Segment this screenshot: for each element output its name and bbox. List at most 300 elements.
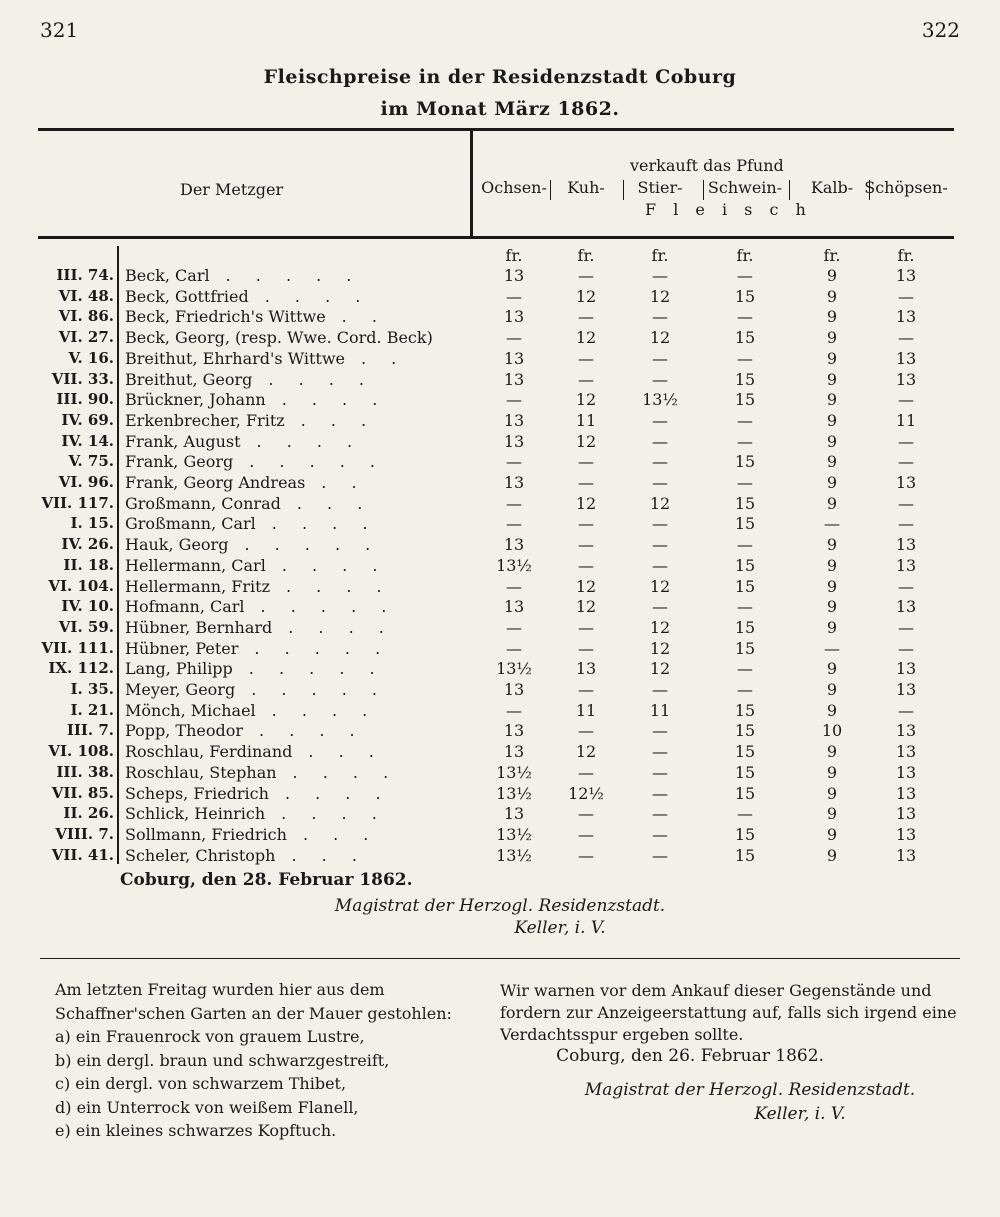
price-cell: 9	[826, 328, 838, 348]
price-cell: —	[506, 617, 522, 637]
page-number-left: 321	[40, 18, 79, 42]
price-cell: 9	[826, 431, 838, 451]
price-cell: —	[652, 473, 668, 492]
house-number: VI. 48.	[58, 286, 114, 305]
price-cell: 13	[895, 659, 917, 679]
price-cell: —	[578, 824, 594, 844]
price-cell: —	[578, 307, 594, 327]
price-cell: —	[652, 348, 668, 368]
price-cell: 9	[826, 452, 838, 472]
price-cell: 13	[503, 473, 525, 492]
price-cell: 15	[734, 762, 756, 782]
price-cell: —	[737, 348, 753, 368]
butcher-name	[125, 473, 465, 492]
price-cell: —	[578, 535, 594, 555]
house-number: VI. 96.	[58, 473, 114, 491]
butcher-name	[125, 804, 465, 823]
price-cell: 9	[826, 742, 838, 762]
price-cell: 15	[734, 369, 756, 389]
theft-item: d) ein Unterrock von weißem Flanell,	[55, 1097, 359, 1117]
leader-dots: . . . . .	[244, 535, 381, 555]
price-cell: —	[898, 638, 914, 658]
price-cell: 9	[826, 680, 838, 699]
price-cell: 12	[575, 742, 597, 762]
leader-dots: . . .	[302, 824, 379, 844]
house-number: IV. 69.	[61, 410, 114, 429]
butcher-name-text: Hellermann, Fritz	[125, 576, 270, 596]
butcher-name	[125, 370, 465, 389]
price-cell: 13	[503, 410, 525, 430]
price-cell: 15	[734, 845, 756, 865]
price-cell: 15	[734, 493, 756, 513]
price-cell: —	[506, 328, 522, 348]
butcher-header: Der Metzger	[180, 180, 284, 199]
price-cell: 9	[826, 348, 838, 368]
price-cell: 11	[649, 700, 671, 720]
theft-items-list	[55, 1025, 485, 1143]
page-title: Fleischpreise in der Residenzstadt Coburg	[263, 66, 737, 88]
price-cell: 15	[734, 700, 756, 720]
price-cell: —	[737, 680, 753, 699]
price-cell: 11	[895, 410, 917, 430]
butcher-name-text: Hübner, Bernhard	[125, 617, 273, 637]
column-header-6: Schöpsen-	[864, 178, 948, 197]
price-cell: —	[824, 514, 840, 534]
house-number: III. 7.	[66, 721, 114, 740]
house-number: V. 16.	[68, 348, 114, 367]
price-cell: —	[506, 514, 522, 534]
price-cell: 12	[575, 431, 597, 451]
butcher-name	[125, 452, 465, 471]
theft-notice-intro: Am letzten Freitag wurden hier aus dem Schaffner'schen Garten an der Mauer gestohlen:	[55, 980, 452, 1023]
price-cell: 13½	[496, 659, 532, 679]
price-cell: 9	[826, 369, 838, 389]
price-cell: 12	[649, 617, 671, 637]
leader-dots: . . . . .	[251, 680, 387, 699]
butcher-name-text: Brückner, Johann	[125, 390, 266, 410]
butcher-name-text: Frank, Georg	[125, 452, 234, 472]
leader-dots: . . .	[296, 493, 373, 513]
house-number: III. 74.	[56, 266, 114, 284]
price-cell: —	[652, 762, 668, 782]
price-cell: —	[737, 535, 753, 555]
butcher-name-text: Beck, Friedrich's Wittwe	[125, 307, 326, 327]
unit-label: fr.	[651, 246, 669, 265]
price-cell: 13	[895, 307, 917, 327]
leader-dots: . . . . .	[260, 597, 397, 617]
price-cell: 9	[826, 824, 838, 844]
house-number: VIII. 7.	[55, 824, 114, 843]
price-cell: 13	[895, 742, 917, 762]
butcher-name-text: Hellermann, Carl	[125, 555, 266, 575]
theft-item: a) ein Frauenrock von grauem Lustre,	[55, 1027, 365, 1046]
price-cell: —	[898, 328, 914, 348]
house-number: II. 26.	[63, 804, 114, 823]
butcher-name	[125, 494, 465, 513]
column-header-4: Schwein-	[707, 178, 783, 197]
column-header-3: Stier-	[637, 178, 683, 197]
butcher-name-text: Sollmann, Friedrich	[125, 824, 287, 844]
price-cell: 13½	[496, 783, 532, 803]
price-cell: 13	[895, 721, 917, 741]
price-cell: 15	[734, 452, 756, 472]
house-number: IV. 26.	[61, 535, 114, 554]
leader-dots: . . . .	[281, 804, 387, 824]
price-cell: —	[578, 680, 594, 699]
price-cell: 13	[503, 307, 525, 327]
price-cell: —	[652, 555, 668, 575]
price-cell: 15	[734, 824, 756, 844]
leader-dots: . . . .	[259, 721, 365, 741]
price-cell: —	[578, 514, 594, 534]
price-cell: —	[898, 576, 914, 596]
price-cell: 15	[734, 721, 756, 741]
butcher-name-text: Hauk, Georg	[125, 535, 229, 555]
warning-notice-magistrat: Magistrat der Herzogl. Residenzstadt.	[584, 1080, 916, 1100]
leader-dots: . . .	[291, 845, 367, 865]
price-cell: —	[652, 307, 668, 327]
price-cell: —	[898, 514, 914, 534]
price-cell: —	[652, 742, 668, 762]
house-number: VII. 33.	[51, 369, 114, 388]
price-cell: 12	[575, 286, 597, 306]
price-cell: —	[652, 514, 668, 534]
price-cell: —	[652, 680, 668, 699]
price-cell: —	[652, 410, 668, 430]
price-cell: 13	[503, 535, 525, 555]
price-cell: —	[652, 369, 668, 389]
price-cell: 9	[826, 617, 838, 637]
price-cell: 12½	[568, 783, 604, 803]
price-cell: —	[652, 535, 668, 555]
price-cell: —	[898, 493, 914, 513]
theft-notice	[55, 978, 485, 1143]
price-cell: —	[737, 431, 753, 451]
price-cell: 15	[734, 576, 756, 596]
leader-dots: . . .	[308, 742, 384, 762]
butcher-name-text: Roschlau, Ferdinand	[125, 742, 293, 762]
price-cell: 9	[826, 576, 838, 596]
price-cell: —	[898, 700, 914, 720]
theft-item: c) ein dergl. von schwarzem Thibet,	[55, 1074, 347, 1093]
price-cell: —	[578, 804, 594, 824]
price-cell: 12	[649, 659, 671, 679]
leader-dots: . . . .	[284, 783, 391, 803]
leader-dots: . . . . .	[225, 266, 362, 285]
price-cell: —	[506, 390, 522, 410]
unit-label: fr.	[823, 246, 841, 265]
price-cell: —	[652, 431, 668, 451]
price-cell: 9	[826, 390, 838, 410]
butcher-name	[125, 411, 465, 430]
price-cell: —	[578, 452, 594, 472]
price-cell: —	[898, 452, 914, 472]
butcher-name-text: Frank, Georg Andreas	[125, 473, 306, 492]
table-header-bottom-rule	[38, 236, 954, 239]
house-number: III. 38.	[56, 762, 114, 781]
butcher-name	[125, 266, 465, 285]
warning-notice-text: Wir warnen vor dem Ankauf dieser Gegenstände und fordern zur Anzeigeerstattung auf, falls sich irgend eine Verdachtsspur ergeben sollte.	[500, 981, 957, 1044]
price-cell: 15	[734, 617, 756, 637]
butcher-name	[125, 535, 465, 554]
leader-dots: . . . . .	[248, 659, 385, 679]
price-cell: 13	[503, 680, 525, 699]
price-cell: 13½	[496, 555, 532, 575]
price-cell: 9	[826, 555, 838, 575]
price-cell: 15	[734, 390, 756, 410]
sold-per-pound-header: verkauft das Pfund	[630, 156, 784, 175]
warning-notice-signature: Keller, i. V.	[754, 1104, 846, 1124]
house-number: VI. 108.	[48, 742, 114, 761]
butcher-name-text: Breithut, Georg	[125, 369, 253, 389]
price-cell: 13	[895, 824, 917, 844]
price-cell: 12	[575, 576, 597, 596]
price-cell: 15	[734, 638, 756, 658]
price-cell: —	[578, 369, 594, 389]
butcher-name-text: Lang, Philipp	[125, 659, 233, 679]
column-header-2: Kuh-	[567, 178, 605, 197]
leader-dots: . . . .	[288, 617, 394, 637]
price-cell: 12	[575, 390, 597, 410]
price-cell: 9	[826, 266, 838, 285]
butcher-name	[125, 328, 465, 347]
butcher-name	[125, 721, 465, 740]
house-number: VI. 104.	[48, 576, 114, 595]
butcher-name-text: Schlick, Heinrich	[125, 804, 266, 824]
price-cell: 12	[649, 328, 671, 348]
column-header-1: Ochsen-	[481, 178, 547, 197]
butcher-name-text: Frank, August	[125, 431, 241, 451]
house-number: VII. 117.	[41, 493, 114, 512]
price-cell: 9	[826, 493, 838, 513]
price-cell: 13	[895, 783, 917, 803]
price-cell: 9	[826, 286, 838, 306]
butcher-name-text: Roschlau, Stephan	[125, 762, 277, 782]
price-cell: —	[506, 286, 522, 306]
section-rule	[40, 958, 960, 959]
price-cell: —	[737, 266, 753, 285]
butcher-name	[125, 618, 465, 637]
price-cell: 13½	[496, 762, 532, 782]
unit-label: fr.	[897, 246, 915, 265]
leader-dots: . . . . .	[254, 638, 391, 658]
price-cell: 11	[575, 700, 597, 720]
name-column-rule	[117, 246, 119, 864]
price-cell: —	[737, 410, 753, 430]
butcher-name	[125, 514, 465, 533]
footer-date: Coburg, den 28. Februar 1862.	[120, 870, 413, 890]
house-number: VII. 41.	[51, 845, 114, 864]
warning-notice-date: Coburg, den 26. Februar 1862.	[556, 1046, 824, 1066]
price-cell: —	[578, 721, 594, 741]
house-number: I. 21.	[70, 700, 114, 719]
butcher-name	[125, 349, 465, 368]
footer-magistrat: Magistrat der Herzogl. Residenzstadt.	[334, 896, 666, 916]
price-cell: 12	[649, 638, 671, 658]
price-cell: 9	[826, 783, 838, 803]
butcher-name	[125, 597, 465, 616]
leader-dots: . . . .	[281, 390, 388, 410]
page-number-right: 322	[921, 18, 960, 42]
price-cell: —	[652, 266, 668, 285]
price-cell: 9	[826, 473, 838, 492]
butcher-name-text: Hübner, Peter	[125, 638, 239, 658]
butcher-name-text: Breithut, Ehrhard's Wittwe	[125, 348, 345, 368]
butcher-name	[125, 742, 465, 761]
price-cell: —	[506, 493, 522, 513]
price-cell: 15	[734, 286, 756, 306]
price-cell: 13	[895, 555, 917, 575]
price-cell: 13	[895, 535, 917, 555]
price-cell: —	[578, 473, 594, 492]
price-cell: —	[898, 390, 914, 410]
price-cell: —	[652, 845, 668, 865]
butcher-name	[125, 390, 465, 409]
butcher-name	[125, 701, 465, 720]
unit-label: fr.	[736, 246, 754, 265]
price-cell: 13	[895, 266, 917, 285]
price-cell: —	[737, 804, 753, 824]
butcher-name-text: Scheps, Friedrich	[125, 783, 269, 803]
price-cell: —	[578, 845, 594, 865]
footer-signature: Keller, i. V.	[514, 918, 606, 938]
price-cell: 15	[734, 328, 756, 348]
price-cell: —	[578, 638, 594, 658]
leader-dots: . . . .	[271, 700, 378, 720]
price-cell: —	[737, 307, 753, 327]
house-number: V. 75.	[68, 452, 114, 471]
price-cell: 9	[826, 410, 838, 430]
price-cell: —	[506, 638, 522, 658]
price-cell: 13	[895, 348, 917, 368]
house-number: VI. 27.	[58, 328, 114, 347]
price-cell: 13	[895, 762, 917, 782]
price-cell: —	[824, 638, 840, 658]
butcher-name	[125, 846, 465, 865]
table-top-rule	[38, 128, 954, 131]
price-cell: —	[737, 659, 753, 679]
house-number: III. 90.	[56, 390, 114, 409]
page-subtitle: im Monat März 1862.	[380, 98, 620, 120]
butcher-name	[125, 825, 465, 844]
price-cell: 12	[575, 493, 597, 513]
house-number: VI. 59.	[58, 617, 114, 636]
price-cell: —	[506, 700, 522, 720]
butcher-name-text: Großmann, Carl	[125, 514, 256, 534]
price-cell: 13	[895, 597, 917, 617]
leader-dots: . .	[341, 307, 387, 327]
leader-dots: . . . .	[268, 369, 375, 389]
price-cell: 13½	[642, 390, 678, 410]
price-cell: 13	[503, 431, 525, 451]
price-cell: 9	[826, 804, 838, 824]
price-cell: —	[898, 617, 914, 637]
price-cell: 15	[734, 742, 756, 762]
house-number: II. 18.	[63, 555, 114, 574]
butcher-name	[125, 763, 465, 782]
butcher-name	[125, 639, 465, 658]
price-cell: —	[737, 597, 753, 617]
house-number: IV. 14.	[61, 431, 114, 450]
price-cell: 9	[826, 535, 838, 555]
house-number: VII. 85.	[51, 783, 114, 802]
butcher-name-text: Hofmann, Carl	[125, 597, 245, 617]
price-cell: —	[652, 597, 668, 617]
price-cell: —	[578, 617, 594, 637]
price-cell: 12	[575, 597, 597, 617]
price-cell: 9	[826, 307, 838, 327]
butcher-name-text: Beck, Gottfried	[125, 286, 249, 306]
price-cell: 13	[503, 597, 525, 617]
butcher-name	[125, 659, 465, 678]
price-cell: —	[898, 431, 914, 451]
price-cell: 13	[503, 369, 525, 389]
price-cell: 13½	[496, 845, 532, 865]
price-cell: 13	[895, 473, 917, 492]
leader-dots: . . . . .	[249, 452, 386, 472]
leader-dots: . . .	[300, 410, 377, 430]
price-cell: —	[652, 783, 668, 803]
unit-label: fr.	[505, 246, 523, 265]
house-number: IV. 10.	[61, 597, 114, 616]
price-cell: 9	[826, 845, 838, 865]
price-cell: —	[652, 824, 668, 844]
leader-dots: . . . .	[256, 431, 363, 451]
house-number: I. 15.	[70, 514, 114, 533]
price-cell: 13	[503, 721, 525, 741]
price-cell: 15	[734, 783, 756, 803]
theft-item: e) ein kleines schwarzes Kopftuch.	[55, 1121, 337, 1140]
column-header-5: Kalb-	[810, 178, 854, 197]
house-number: VII. 111.	[41, 638, 114, 657]
price-cell: 13	[895, 369, 917, 389]
price-cell: 13	[895, 845, 917, 865]
price-cell: 15	[734, 514, 756, 534]
price-cell: 12	[649, 286, 671, 306]
price-cell: 13	[503, 348, 525, 368]
butcher-name	[125, 556, 465, 575]
meat-header: F l e i s c h	[645, 200, 812, 219]
price-cell: —	[578, 266, 594, 285]
house-number: IX. 112.	[48, 659, 114, 678]
price-cell: 13	[895, 804, 917, 824]
price-cell: 9	[826, 700, 838, 720]
price-cell: —	[652, 804, 668, 824]
butcher-name-text: Beck, Carl	[125, 266, 210, 285]
butcher-name	[125, 287, 465, 306]
theft-item: b) ein dergl. braun und schwarzgestreift,	[55, 1050, 390, 1070]
price-cell: —	[578, 348, 594, 368]
butcher-name	[125, 432, 465, 451]
price-cell: —	[652, 452, 668, 472]
butcher-name-text: Großmann, Conrad	[125, 493, 281, 513]
price-cell: 13½	[496, 824, 532, 844]
price-cell: 13	[503, 804, 525, 824]
price-cell: —	[652, 721, 668, 741]
price-cell: 13	[575, 659, 597, 679]
price-cell: 12	[649, 576, 671, 596]
price-cell: 13	[895, 680, 917, 699]
price-cell: 12	[649, 493, 671, 513]
price-cell: 9	[826, 659, 838, 679]
butcher-name	[125, 307, 465, 326]
leader-dots: . .	[321, 473, 367, 492]
price-cell: 10	[821, 721, 843, 741]
butcher-name	[125, 680, 465, 699]
butcher-name-text: Scheler, Christoph	[125, 845, 276, 865]
price-cell: —	[578, 762, 594, 782]
leader-dots: . . . .	[286, 576, 392, 596]
